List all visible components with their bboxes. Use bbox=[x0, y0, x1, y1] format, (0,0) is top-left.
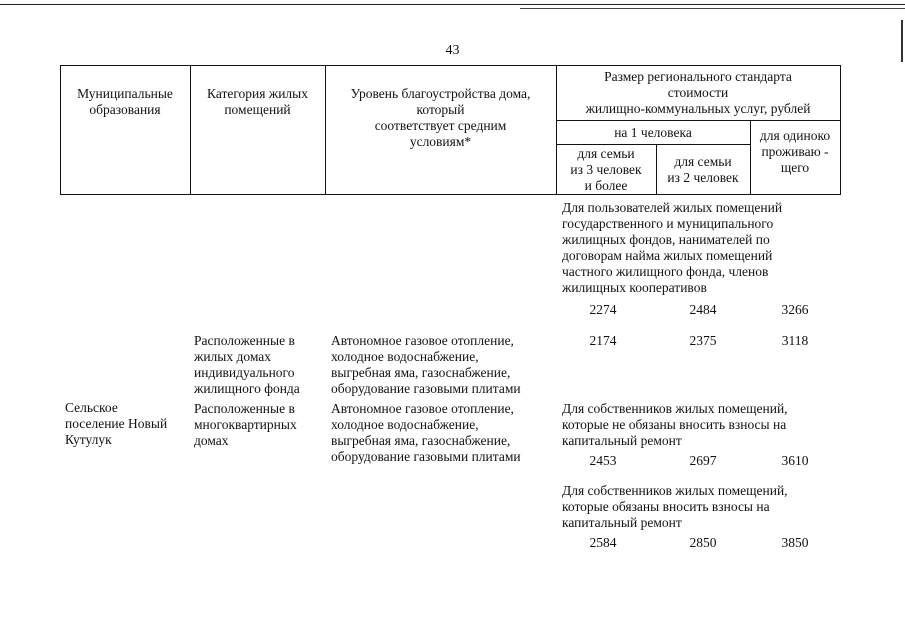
value-cell: 3610 bbox=[781, 453, 809, 468]
page-number: 43 bbox=[445, 43, 460, 58]
category-individual: Расположенные в жилых домах индивидуального жилищного фонда bbox=[194, 333, 300, 396]
value-cell: 3118 bbox=[781, 333, 809, 348]
section-owners-no-fee-title: Для собственников жилых помещений, которые не обязаны вносить взносы на капитальный ремонт bbox=[562, 401, 788, 448]
scan-edge-line bbox=[0, 4, 905, 5]
value-cell: 2484 bbox=[689, 302, 717, 317]
section-owners-fee-title: Для собственников жилых помещений, которые обязаны вносить взносы на капитальный ремонт bbox=[562, 483, 788, 530]
header-per-person: на 1 человека bbox=[614, 125, 692, 140]
header-category: Категория жилых помещений bbox=[207, 86, 308, 117]
scan-edge-line bbox=[520, 8, 905, 9]
section-public-title: Для пользователей жилых помещений государственного и муниципального жилищных фондов, нанимателей по договорам найма жилых помещений частного жилищного фонда, членов жилищных кооперативов bbox=[562, 200, 783, 295]
value-cell: 3266 bbox=[781, 302, 809, 317]
value-cell: 2375 bbox=[689, 333, 717, 348]
value-cell: 2584 bbox=[589, 535, 617, 550]
value-cell: 2453 bbox=[589, 453, 617, 468]
header-single: для одиноко проживаю - щего bbox=[759, 128, 831, 175]
municipality-name: Сельское поселение Новый Кутулук bbox=[65, 400, 168, 447]
header-family-2: для семьи из 2 человек bbox=[667, 154, 739, 185]
level-individual: Автономное газовое отопление, холодное водоснабжение, выгребная яма, газоснабжение, оборудование газовыми плитами bbox=[331, 333, 521, 396]
value-cell: 2274 bbox=[589, 302, 617, 317]
level-apartment: Автономное газовое отопление, холодное водоснабжение, выгребная яма, газоснабжение, оборудование газовыми плитами bbox=[331, 401, 521, 464]
header-municipalities: Муниципальные образования bbox=[77, 86, 173, 117]
header-level: Уровень благоустройства дома, который соответствует средним условиям* bbox=[350, 86, 531, 149]
value-cell: 2697 bbox=[689, 453, 717, 468]
header-family-3: для семьи из 3 человек и более bbox=[570, 146, 642, 193]
header-standard-size: Размер регионального стандарта стоимости жилищно-коммунальных услуг, рублей bbox=[585, 69, 811, 116]
value-cell: 2174 bbox=[589, 333, 617, 348]
value-cell: 3850 bbox=[781, 535, 809, 550]
value-cell: 2850 bbox=[689, 535, 717, 550]
category-apartment: Расположенные в многоквартирных домах bbox=[194, 401, 297, 448]
